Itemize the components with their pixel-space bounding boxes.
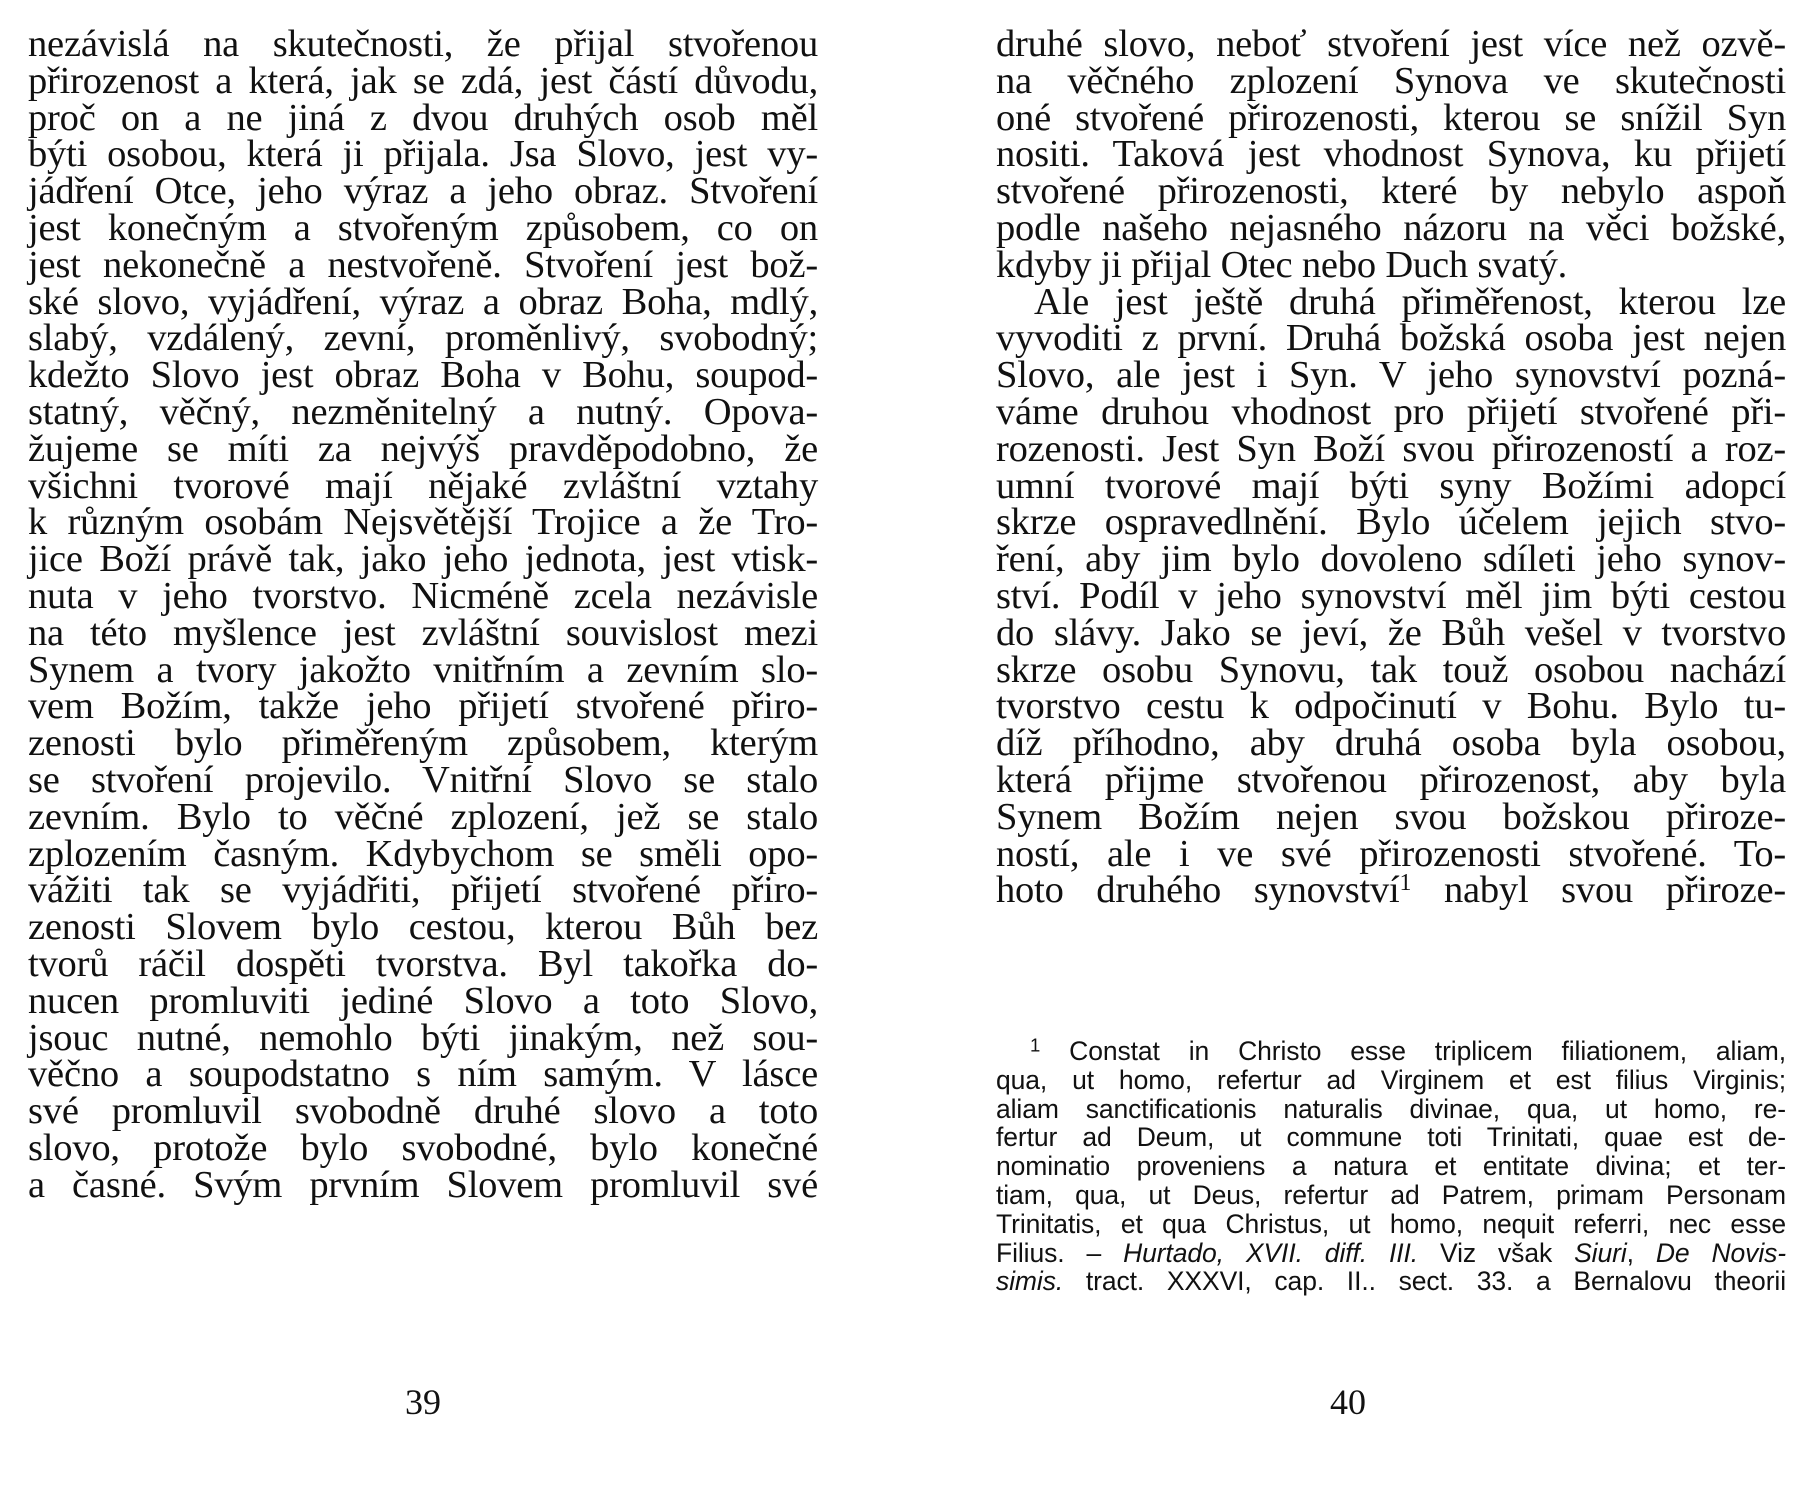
text-line: věčno a soupodstatno s ním samým. V lásce — [28, 1053, 818, 1096]
text-line: k různým osobám Nejsvětější Trojice a že Tro- — [28, 501, 818, 544]
text-line: slovo, protože bylo svobodné, bylo konečné — [28, 1126, 818, 1169]
text-line: skrze ospravedlnění. Bylo účelem jejich stvo- — [996, 501, 1786, 544]
text-line: přirozenost a která, jak se zdá, jest částí důvodu, — [28, 59, 818, 102]
text-fragment: nabyl svou přiroze- — [1411, 869, 1786, 912]
footnote — [996, 1034, 1786, 1297]
text-line: stvořené přirozenosti, které by nebylo aspoň — [996, 170, 1786, 213]
footnote-line — [996, 1239, 1786, 1268]
text-fragment: Filius. – — [996, 1237, 1124, 1268]
text-fragment: Viz však — [1418, 1237, 1575, 1268]
text-line: váme druhou vhodnost pro přijetí stvořené při- — [996, 390, 1786, 433]
text-line: proč on a ne jiná z dvou druhých osob měl — [28, 96, 818, 139]
text-line: vyvoditi z první. Druhá božská osoba jest nejen — [996, 317, 1786, 360]
text-line: Synem a tvory jakožto vnitřním a zevním slo- — [28, 648, 818, 691]
footnote-line: fertur ad Deum, ut commune toti Trinitati, quae est de- — [996, 1122, 1786, 1153]
text-line-with-footnote-ref — [996, 869, 1786, 912]
text-line: nuta v jeho tvorstvo. Nicméně zcela nezávisle — [28, 574, 818, 617]
text-line: své promluvil svobodně druhé slovo a toto — [28, 1090, 818, 1133]
footnote-line: nominatio proveniens a natura et entitate divina; et ter- — [996, 1151, 1786, 1182]
text-line: rozenosti. Jest Syn Boží svou přirozeností a roz- — [996, 427, 1786, 470]
text-line: jice Boží právě tak, jako jeho jednota, jest vtisk- — [28, 538, 818, 581]
text-line: díž příhodno, aby druhá osoba byla osobou, — [996, 722, 1786, 765]
footnote-line: tiam, qua, ut Deus, refertur ad Patrem, primam Personam — [996, 1179, 1786, 1210]
text-fragment: , — [1626, 1237, 1656, 1268]
footnote-marker: 1 — [1030, 1034, 1041, 1056]
text-line: oné stvořené přirozenosti, kterou se snížil Syn — [996, 96, 1786, 139]
footnote-line — [996, 1267, 1786, 1296]
text-line: podle našeho nejasného názoru na věci božské, — [996, 206, 1786, 249]
text-line: tvorů ráčil dospěti tvorstva. Byl takořka do- — [28, 942, 818, 985]
footnote-line — [996, 1034, 1786, 1066]
text-line: nezávislá na skutečnosti, že přijal stvořenou — [28, 23, 818, 65]
left-page-body-text — [28, 23, 818, 1206]
text-line: zenosti bylo přiměřeným způsobem, kterým — [28, 722, 818, 765]
text-line: nucen promluviti jediné Slovo a toto Slovo, — [28, 979, 818, 1022]
text-line: ství. Podíl v jeho synovství měl jim býti cestou — [996, 574, 1786, 617]
text-line: druhé slovo, neboť stvoření jest více než ozvě- — [996, 23, 1786, 65]
text-line: tvorstvo cestu k odpočinutí v Bohu. Bylo tu- — [996, 685, 1786, 728]
citation-author: Siuri — [1574, 1237, 1627, 1268]
text-line: zenosti Slovem bylo cestou, kterou Bůh bez — [28, 906, 818, 949]
page-number-left: 39 — [405, 1382, 441, 1422]
footnote-line: Trinitatis, et qua Christus, ut homo, nequit referri, nec esse — [996, 1208, 1786, 1239]
text-fragment: hoto druhého synovství — [996, 869, 1400, 912]
text-fragment: Constat in Christo esse triplicem filiationem, aliam, — [1040, 1036, 1786, 1066]
text-line: na věčného zplození Synova ve skutečnosti — [996, 59, 1786, 102]
text-line: ření, aby jim bylo dovoleno sdíleti jeho synov- — [996, 538, 1786, 581]
text-line: kdežto Slovo jest obraz Boha v Bohu, soupod- — [28, 354, 818, 397]
citation-title: De Novis- — [1655, 1237, 1786, 1268]
text-line: jádření Otce, jeho výraz a jeho obraz. Stvoření — [28, 170, 818, 213]
text-line: Slovo, ale jest i Syn. V jeho synovství pozná- — [996, 354, 1786, 397]
text-line: statný, věčný, nezměnitelný a nutný. Opova- — [28, 390, 818, 433]
text-line: vážiti tak se vyjádřiti, přijetí stvořené přiro- — [28, 869, 818, 912]
citation-author: Hurtado, XVII. diff. III. — [1123, 1237, 1419, 1268]
text-line: se stvoření projevilo. Vnitřní Slovo se stalo — [28, 758, 818, 801]
text-line: a časné. Svým prvním Slovem promluvil své — [28, 1163, 818, 1206]
right-page — [904, 0, 1808, 1500]
citation-title: simis. — [996, 1266, 1064, 1297]
text-line: ností, ale i ve své přirozenosti stvořené. To- — [996, 832, 1786, 875]
text-line: jest nekonečně a nestvořeně. Stvoření jest bož- — [28, 243, 818, 286]
footnote-line: aliam sanctificationis naturalis divinae, qua, ut homo, re- — [996, 1093, 1786, 1124]
text-line: do slávy. Jako se jeví, že Bůh vešel v tvorstvo — [996, 611, 1786, 654]
text-line: Ale jest ještě druhá přiměřenost, kterou lze — [1034, 280, 1786, 323]
text-line: jsouc nutné, nemohlo býti jinakým, než sou- — [28, 1016, 818, 1059]
right-page-body-text — [996, 23, 1786, 912]
text-line: slabý, vzdálený, zevní, proměnlivý, svobodný; — [28, 317, 818, 360]
text-line: nositi. Taková jest vhodnost Synova, ku přijetí — [996, 133, 1786, 176]
text-line: Synem Božím nejen svou božskou přiroze- — [996, 795, 1786, 838]
text-line: vem Božím, takže jeho přijetí stvořené přiro- — [28, 685, 818, 728]
page-number-right: 40 — [1330, 1382, 1366, 1422]
footnote-line: qua, ut homo, refertur ad Virginem et est filius Virginis; — [996, 1064, 1786, 1095]
text-line: zevním. Bylo to věčné zplození, jež se stalo — [28, 795, 818, 838]
text-line: všichni tvorové mají nějaké zvláštní vztahy — [28, 464, 818, 507]
text-line: na této myšlence jest zvláštní souvislost mezi — [28, 611, 818, 654]
text-line: jest konečným a stvořeným způsobem, co on — [28, 206, 818, 249]
text-line: zplozením časným. Kdybychom se směli opo- — [28, 832, 818, 875]
text-line: býti osobou, která ji přijala. Jsa Slovo, jest vy- — [28, 133, 818, 176]
text-line: kdyby ji přijal Otec nebo Duch svatý. — [996, 243, 1568, 286]
text-fragment: tract. XXXVI, cap. II.. sect. 33. a Bernalovu theorii — [1063, 1266, 1786, 1297]
text-line: skrze osobu Synovu, tak touž osobou nachází — [996, 648, 1786, 691]
text-line: ské slovo, vyjádření, výraz a obraz Boha, mdlý, — [28, 280, 818, 323]
footnote-reference: 1 — [1399, 870, 1412, 897]
text-line: umní tvorové mají býti syny Božími adopcí — [996, 464, 1786, 507]
text-line: která přijme stvořenou přirozenost, aby byla — [996, 758, 1786, 801]
text-line: žujeme se míti za nejvýš pravděpodobno, že — [28, 427, 818, 470]
